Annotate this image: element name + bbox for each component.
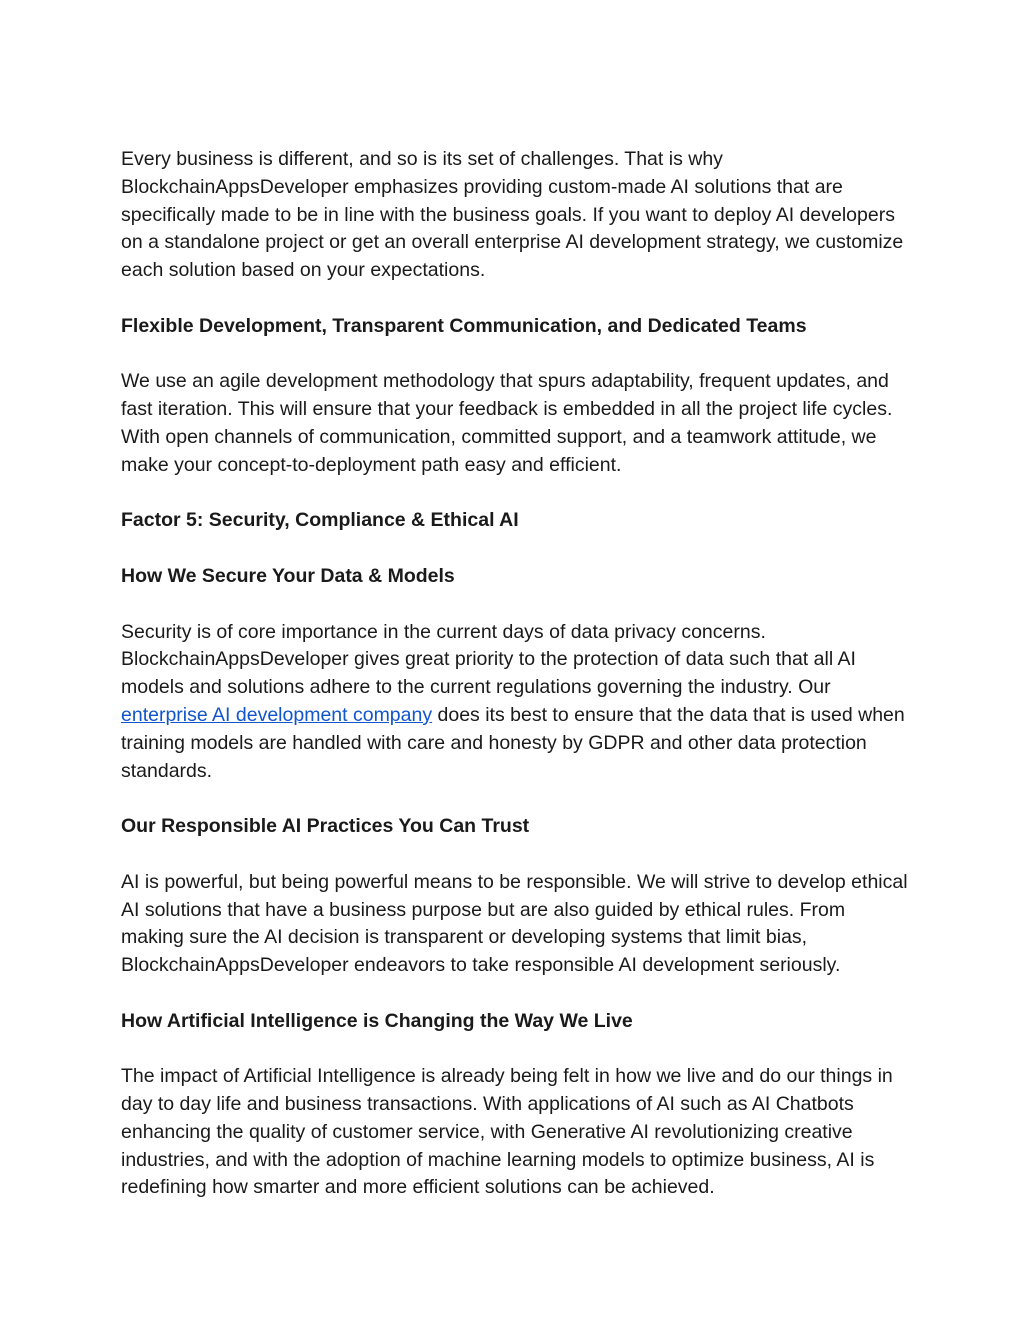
heading-secure-data: How We Secure Your Data & Models (121, 564, 455, 587)
responsible-paragraph: AI is powerful, but being powerful means to be responsible. We will strive to develop ethical AI solutions that have a business purpose but are also guided by ethical rules. From making sure the AI decision is transparent or developing systems that limit bias, BlockchainAppsDeveloper endeavors to take responsible AI development seriously. (121, 870, 908, 977)
heading-factor-5: Factor 5: Security, Compliance & Ethical AI (121, 509, 519, 532)
security-paragraph (121, 619, 911, 786)
heading-responsible-ai: Our Responsible AI Practices You Can Trust (121, 815, 530, 838)
security-text-after: does its best to ensure that the data that is used when training models are handled with care and honesty by GDPR and other data protection standards. (121, 703, 905, 782)
heading-flexible-development: Flexible Development, Transparent Communication, and Dedicated Teams (121, 314, 807, 337)
agile-paragraph: We use an agile development methodology that spurs adaptability, frequent updates, and fast iteration. This will ensure that your feedback is embedded in all the project life cycles. With open channels of communication, committed support, and a teamwork attitude, we make your concept-to-deployment path easy and efficient. (121, 370, 893, 476)
heading-ai-changing: How Artificial Intelligence is Changing the Way We Live (121, 1009, 633, 1032)
security-text-before: Security is of core importance in the current days of data privacy concerns. BlockchainAppsDeveloper gives great priority to the protection of data such that all AI models and solutions adhere to the current regulations governing the industry. Our (121, 620, 856, 699)
document-page (121, 146, 911, 1202)
impact-paragraph: The impact of Artificial Intelligence is already being felt in how we live and do our things in day to day life and business transactions. With applications of AI such as AI Chatbots enhancing the quality of customer service, with Generative AI revolutionizing creative industries, and with the adoption of machine learning models to optimize business, AI is redefining how smarter and more efficient solutions can be achieved. (121, 1065, 893, 1199)
intro-paragraph: Every business is different, and so is its set of challenges. That is why BlockchainAppsDeveloper emphasizes providing custom-made AI solutions that are specifically made to be in line with the business goals. If you want to deploy AI developers on a standalone project or get an overall enterprise AI development strategy, we customize each solution based on your expectations. (121, 148, 904, 282)
enterprise-ai-link[interactable]: enterprise AI development company (121, 703, 433, 726)
